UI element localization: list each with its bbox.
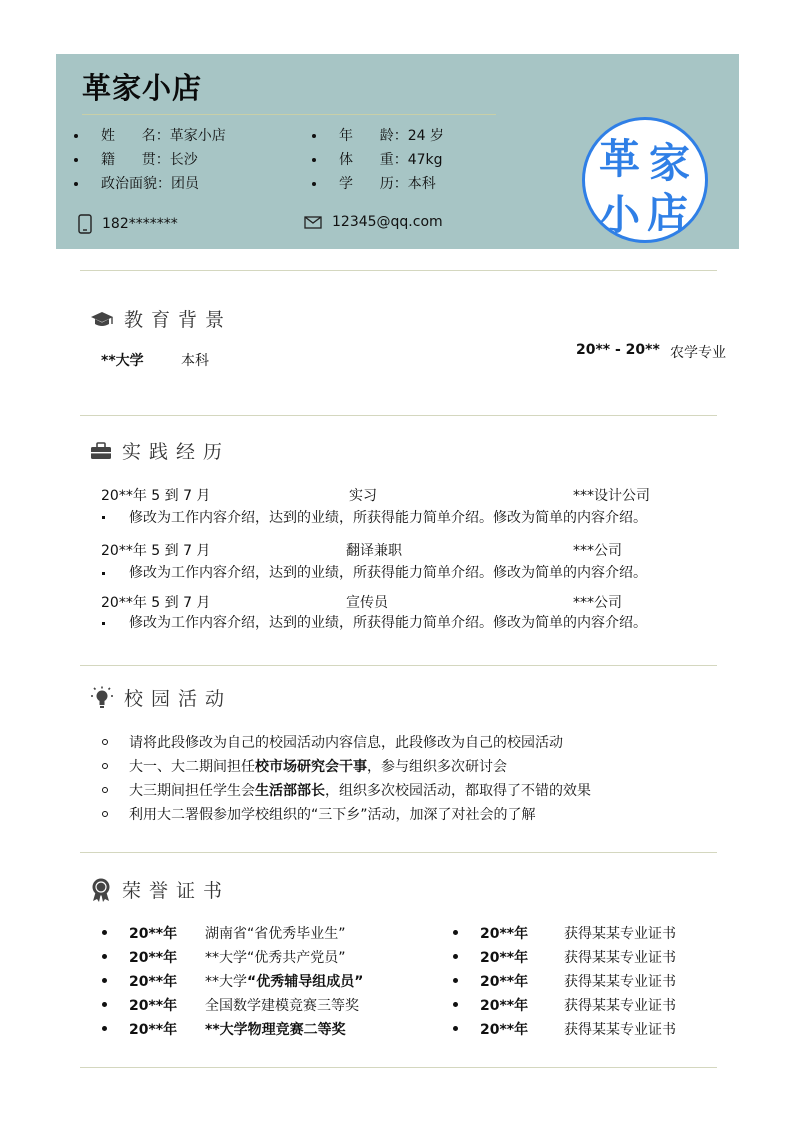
lightbulb-icon — [90, 686, 114, 710]
info-value: 长沙 — [169, 152, 198, 168]
info-label: 学 历 — [339, 176, 394, 192]
degree: 本科 — [181, 353, 209, 369]
honor-item: 20**年 **大学“优秀共产党员” — [102, 954, 107, 959]
bullet-icon — [102, 811, 108, 817]
seal-char: 家 — [649, 139, 690, 187]
mail-icon — [304, 216, 322, 229]
phone-icon — [78, 214, 92, 234]
email-address: 12345@qq.com — [332, 214, 443, 230]
seal-char: 小 — [599, 191, 640, 239]
name-seal-logo — [582, 117, 708, 243]
name-divider — [82, 114, 496, 115]
bullet-icon — [102, 763, 108, 769]
bullet-icon — [102, 516, 105, 519]
info-label: 体 重 — [339, 152, 394, 168]
campus-heading — [90, 684, 232, 711]
honor-item: 20**年 湖南省“省优秀毕业生” — [102, 930, 107, 935]
section-title: 实践经历 — [122, 441, 231, 463]
info-label: 籍 贯 — [101, 152, 156, 168]
info-value: 24 岁 — [407, 128, 444, 144]
info-value: 革家小店 — [169, 128, 226, 144]
practice-desc: 修改为工作内容介绍，达到的业绩，所获得能力简单介绍。修改为简单的内容介绍。 — [129, 510, 647, 526]
seal-char: 革 — [599, 135, 640, 183]
practice-role: 宣传员 — [346, 595, 388, 611]
bullet-icon — [102, 622, 105, 625]
bullet-icon — [102, 1002, 107, 1007]
practice-item-header — [101, 592, 701, 614]
practice-date: 20**年 5 到 7 月 — [101, 488, 211, 504]
phone-number: 182******* — [102, 216, 178, 232]
campus-item: 请将此段修改为自己的校园活动内容信息，此段修改为自己的校园活动 — [102, 732, 563, 752]
graduation-cap-icon — [90, 310, 114, 328]
bullet-icon — [102, 787, 108, 793]
info-value: 本科 — [407, 176, 436, 192]
contact-email — [304, 214, 443, 230]
section-title: 荣誉证书 — [122, 880, 231, 902]
resume-name: 革家小店 — [82, 71, 203, 105]
bullet-icon — [312, 158, 316, 162]
section-divider — [80, 1067, 717, 1068]
practice-org: ***公司 — [573, 595, 622, 611]
campus-item: 大三期间担任学生会 生活部部长 ，组织多次校园活动，都取得了不错的效果 — [102, 780, 591, 800]
honor-item: 20**年 **大学物理竞赛二等奖 — [102, 1026, 107, 1031]
campus-item: 利用大二署假参加学校组织的“三下乡”活动，加深了对社会的了解 — [102, 804, 536, 824]
honor-item: 20**年 获得某某专业证书 — [453, 978, 458, 983]
header-banner — [56, 54, 739, 249]
bullet-icon — [453, 1026, 458, 1031]
info-value: 47kg — [407, 152, 443, 168]
education-period: 20** - 20** — [576, 342, 660, 358]
practice-item-header — [101, 485, 701, 507]
practice-desc: 修改为工作内容介绍，达到的业绩，所获得能力简单介绍。修改为简单的内容介绍。 — [129, 615, 647, 631]
bullet-icon — [102, 930, 107, 935]
briefcase-icon — [90, 442, 112, 460]
practice-org: ***设计公司 — [573, 488, 650, 504]
major: 农学专业 — [670, 345, 726, 361]
bullet-icon — [74, 182, 78, 186]
honor-item: 20**年 获得某某专业证书 — [453, 1002, 458, 1007]
bullet-icon — [102, 954, 107, 959]
practice-role: 翻译兼职 — [346, 543, 402, 559]
bullet-icon — [102, 978, 107, 983]
info-row: 学 历 ： 本科 — [312, 172, 444, 196]
honor-item: 20**年 获得某某专业证书 — [453, 954, 458, 959]
bullet-icon — [102, 572, 105, 575]
honor-item: 20**年 获得某某专业证书 — [453, 930, 458, 935]
info-row: 政治面貌 ： 团员 — [74, 172, 226, 196]
info-label: 年 龄 — [339, 128, 394, 144]
section-divider — [80, 665, 717, 666]
honor-item: 20**年 全国数学建模竞赛三等奖 — [102, 1002, 107, 1007]
section-divider — [80, 852, 717, 853]
personal-info-right — [312, 124, 444, 196]
info-row: 体 重 ： 47kg — [312, 148, 444, 172]
practice-item-header — [101, 540, 701, 562]
school-name: **大学 — [101, 353, 144, 369]
bullet-icon — [74, 134, 78, 138]
practice-desc: 修改为工作内容介绍，达到的业绩，所获得能力简单介绍。修改为简单的内容介绍。 — [129, 565, 647, 581]
contact-phone — [78, 214, 178, 234]
campus-item: 大一、大二期间担任 校市场研究会干事 ，参与组织多次研讨会 — [102, 756, 507, 776]
info-label: 政治面貌 — [101, 176, 157, 192]
bullet-icon — [453, 1002, 458, 1007]
bullet-icon — [102, 1026, 107, 1031]
practice-org: ***公司 — [573, 543, 622, 559]
award-medal-icon — [90, 877, 112, 903]
bullet-icon — [312, 134, 316, 138]
seal-char: 店 — [647, 189, 688, 237]
honor-item: 20**年 获得某某专业证书 — [453, 1026, 458, 1031]
bullet-icon — [102, 739, 108, 745]
bullet-icon — [453, 954, 458, 959]
info-label: 姓 名 — [101, 128, 156, 144]
practice-date: 20**年 5 到 7 月 — [101, 595, 211, 611]
info-row: 籍 贯 ： 长沙 — [74, 148, 226, 172]
honors-heading — [90, 876, 230, 903]
practice-date: 20**年 5 到 7 月 — [101, 543, 211, 559]
bullet-icon — [312, 182, 316, 186]
education-heading — [90, 305, 232, 332]
section-title: 教育背景 — [124, 309, 233, 331]
practice-heading — [90, 437, 230, 464]
honor-item: 20**年 **大学“优秀辅导组成员” — [102, 978, 107, 983]
bullet-icon — [453, 978, 458, 983]
bullet-icon — [74, 158, 78, 162]
info-value: 团员 — [171, 176, 199, 192]
practice-role: 实习 — [349, 488, 377, 504]
section-divider — [80, 270, 717, 271]
info-row: 年 龄 ： 24 岁 — [312, 124, 444, 148]
section-divider — [80, 415, 717, 416]
personal-info-left — [74, 124, 226, 196]
section-title: 校园活动 — [124, 688, 233, 710]
info-row: 姓 名 ： 革家小店 — [74, 124, 226, 148]
bullet-icon — [453, 930, 458, 935]
